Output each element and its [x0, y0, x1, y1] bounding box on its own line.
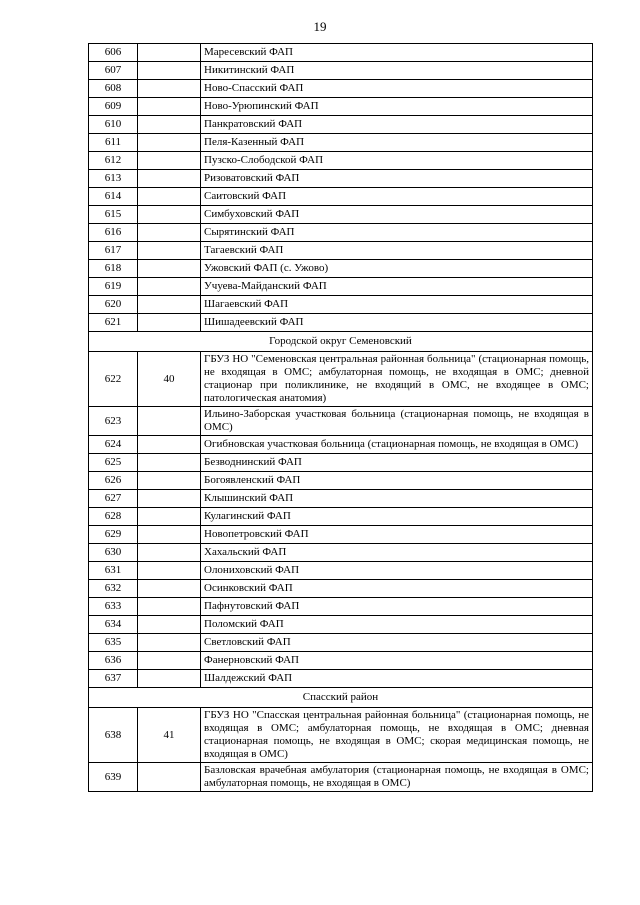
- row-number-cell: 614: [89, 188, 138, 206]
- table-row: [89, 188, 593, 206]
- table-row: [89, 314, 593, 332]
- row-number-cell: 628: [89, 508, 138, 526]
- facility-name-cell: Ильино-Заборская участковая больница (стационарная помощь, не входящая в ОМС): [201, 407, 593, 436]
- facility-name-cell: Хахальский ФАП: [201, 544, 593, 562]
- row-number-cell: 613: [89, 170, 138, 188]
- row-number-cell: 635: [89, 634, 138, 652]
- row-number-cell: 626: [89, 472, 138, 490]
- facility-name-cell: Симбуховский ФАП: [201, 206, 593, 224]
- row-number-cell: 634: [89, 616, 138, 634]
- row-code-cell: [138, 634, 201, 652]
- row-number-cell: 629: [89, 526, 138, 544]
- row-number-cell: 620: [89, 296, 138, 314]
- row-code-cell: [138, 598, 201, 616]
- row-number-cell: 610: [89, 116, 138, 134]
- row-number-cell: 611: [89, 134, 138, 152]
- facility-name-cell: Безводнинский ФАП: [201, 454, 593, 472]
- facility-name-cell: Светловский ФАП: [201, 634, 593, 652]
- row-code-cell: [138, 260, 201, 278]
- table-row: [89, 670, 593, 688]
- section-header-row: [89, 688, 593, 708]
- row-number-cell: 615: [89, 206, 138, 224]
- row-code-cell: [138, 62, 201, 80]
- facility-name-cell: Новопетровский ФАП: [201, 526, 593, 544]
- facility-name-cell: Пузско-Слободской ФАП: [201, 152, 593, 170]
- table-row: [89, 544, 593, 562]
- section-title: Спасский район: [89, 688, 593, 708]
- facility-name-cell: Сырятинский ФАП: [201, 224, 593, 242]
- table-row: [89, 454, 593, 472]
- table-row: [89, 490, 593, 508]
- row-code-cell: [138, 206, 201, 224]
- row-code-cell: [138, 314, 201, 332]
- row-code-cell: [138, 652, 201, 670]
- table-row: [89, 598, 593, 616]
- row-code-cell: [138, 472, 201, 490]
- row-code-cell: 41: [138, 708, 201, 763]
- facility-name-cell: Шагаевский ФАП: [201, 296, 593, 314]
- table-row: [89, 296, 593, 314]
- row-code-cell: [138, 544, 201, 562]
- row-number-cell: 608: [89, 80, 138, 98]
- table-row: [89, 170, 593, 188]
- table-row: [89, 152, 593, 170]
- row-code-cell: [138, 170, 201, 188]
- row-number-cell: 631: [89, 562, 138, 580]
- row-number-cell: 630: [89, 544, 138, 562]
- facility-name-cell: Фанерновский ФАП: [201, 652, 593, 670]
- facility-name-cell: ГБУЗ НО "Семеновская центральная районная больница" (стационарная помощь, не входящая в ОМС; амбулаторная помощь, не входящая в ОМС; дневной стационар при поликлинике, не входящий в ОМС, не входящее в ОМС; патологическая анатомия): [201, 352, 593, 407]
- row-code-cell: [138, 526, 201, 544]
- section-header-row: [89, 332, 593, 352]
- table-row: [89, 352, 593, 407]
- row-code-cell: [138, 407, 201, 436]
- row-code-cell: [138, 188, 201, 206]
- facility-name-cell: ГБУЗ НО "Спасская центральная районная больница" (стационарная помощь, не входящая в ОМС; амбулаторная помощь, не входящая в ОМС; дневная стационарная помощь, не входящая в ОМС; скорая медицинская помощь, не входящая в ОМС): [201, 708, 593, 763]
- facility-name-cell: Маресевский ФАП: [201, 44, 593, 62]
- table-row: [89, 436, 593, 454]
- table-row: [89, 224, 593, 242]
- facility-name-cell: Никитинский ФАП: [201, 62, 593, 80]
- table-row: [89, 634, 593, 652]
- table-row: [89, 580, 593, 598]
- table-row: [89, 652, 593, 670]
- table-row: [89, 134, 593, 152]
- facility-name-cell: Ново-Спасский ФАП: [201, 80, 593, 98]
- facility-name-cell: Огибновская участковая больница (стационарная помощь, не входящая в ОМС): [201, 436, 593, 454]
- row-number-cell: 612: [89, 152, 138, 170]
- facility-name-cell: Клышинский ФАП: [201, 490, 593, 508]
- table-row: [89, 62, 593, 80]
- row-number-cell: 627: [89, 490, 138, 508]
- facility-name-cell: Панкратовский ФАП: [201, 116, 593, 134]
- row-code-cell: [138, 490, 201, 508]
- row-number-cell: 606: [89, 44, 138, 62]
- row-code-cell: [138, 116, 201, 134]
- table-row: [89, 116, 593, 134]
- row-number-cell: 632: [89, 580, 138, 598]
- table-row: [89, 508, 593, 526]
- row-number-cell: 624: [89, 436, 138, 454]
- table-row: [89, 472, 593, 490]
- facility-name-cell: Ново-Урюпинский ФАП: [201, 98, 593, 116]
- facility-name-cell: Поломский ФАП: [201, 616, 593, 634]
- table-row: [89, 278, 593, 296]
- table-row: [89, 98, 593, 116]
- table-row: [89, 80, 593, 98]
- row-number-cell: 622: [89, 352, 138, 407]
- facility-name-cell: Богоявленский ФАП: [201, 472, 593, 490]
- row-code-cell: [138, 152, 201, 170]
- facility-name-cell: Саитовский ФАП: [201, 188, 593, 206]
- row-number-cell: 625: [89, 454, 138, 472]
- table-row: [89, 260, 593, 278]
- facility-name-cell: Кулагинский ФАП: [201, 508, 593, 526]
- table-row: [89, 562, 593, 580]
- facility-name-cell: Пафнутовский ФАП: [201, 598, 593, 616]
- row-number-cell: 639: [89, 763, 138, 792]
- row-code-cell: [138, 296, 201, 314]
- facilities-table: [88, 43, 593, 792]
- facility-name-cell: Тагаевский ФАП: [201, 242, 593, 260]
- row-number-cell: 623: [89, 407, 138, 436]
- row-code-cell: [138, 98, 201, 116]
- row-number-cell: 609: [89, 98, 138, 116]
- facility-name-cell: Пеля-Казенный ФАП: [201, 134, 593, 152]
- row-code-cell: [138, 242, 201, 260]
- row-number-cell: 619: [89, 278, 138, 296]
- table-row: [89, 242, 593, 260]
- table-row: [89, 708, 593, 763]
- table-row: [89, 526, 593, 544]
- row-code-cell: [138, 278, 201, 296]
- table-row: [89, 763, 593, 792]
- row-number-cell: 607: [89, 62, 138, 80]
- facility-name-cell: Ризоватовский ФАП: [201, 170, 593, 188]
- row-number-cell: 638: [89, 708, 138, 763]
- row-number-cell: 616: [89, 224, 138, 242]
- facility-name-cell: Шалдежский ФАП: [201, 670, 593, 688]
- table-row: [89, 206, 593, 224]
- facility-name-cell: Олониховский ФАП: [201, 562, 593, 580]
- row-code-cell: [138, 454, 201, 472]
- row-code-cell: [138, 80, 201, 98]
- row-code-cell: [138, 562, 201, 580]
- row-code-cell: [138, 224, 201, 242]
- row-number-cell: 637: [89, 670, 138, 688]
- row-code-cell: [138, 763, 201, 792]
- row-code-cell: 40: [138, 352, 201, 407]
- row-number-cell: 621: [89, 314, 138, 332]
- row-code-cell: [138, 44, 201, 62]
- facility-name-cell: Осинковский ФАП: [201, 580, 593, 598]
- facility-name-cell: Шишадеевский ФАП: [201, 314, 593, 332]
- row-code-cell: [138, 670, 201, 688]
- row-number-cell: 618: [89, 260, 138, 278]
- facility-name-cell: Учуева-Майданский ФАП: [201, 278, 593, 296]
- row-code-cell: [138, 436, 201, 454]
- facility-name-cell: Ужовский ФАП (с. Ужово): [201, 260, 593, 278]
- row-number-cell: 617: [89, 242, 138, 260]
- row-code-cell: [138, 508, 201, 526]
- row-code-cell: [138, 580, 201, 598]
- row-code-cell: [138, 616, 201, 634]
- table-row: [89, 407, 593, 436]
- facility-name-cell: Базловская врачебная амбулатория (стационарная помощь, не входящая в ОМС; амбулаторная помощь, не входящая в ОМС): [201, 763, 593, 792]
- table-row: [89, 44, 593, 62]
- page-number: 19: [313, 19, 327, 34]
- section-title: Городской округ Семеновский: [89, 332, 593, 352]
- row-code-cell: [138, 134, 201, 152]
- row-number-cell: 636: [89, 652, 138, 670]
- table-row: [89, 616, 593, 634]
- row-number-cell: 633: [89, 598, 138, 616]
